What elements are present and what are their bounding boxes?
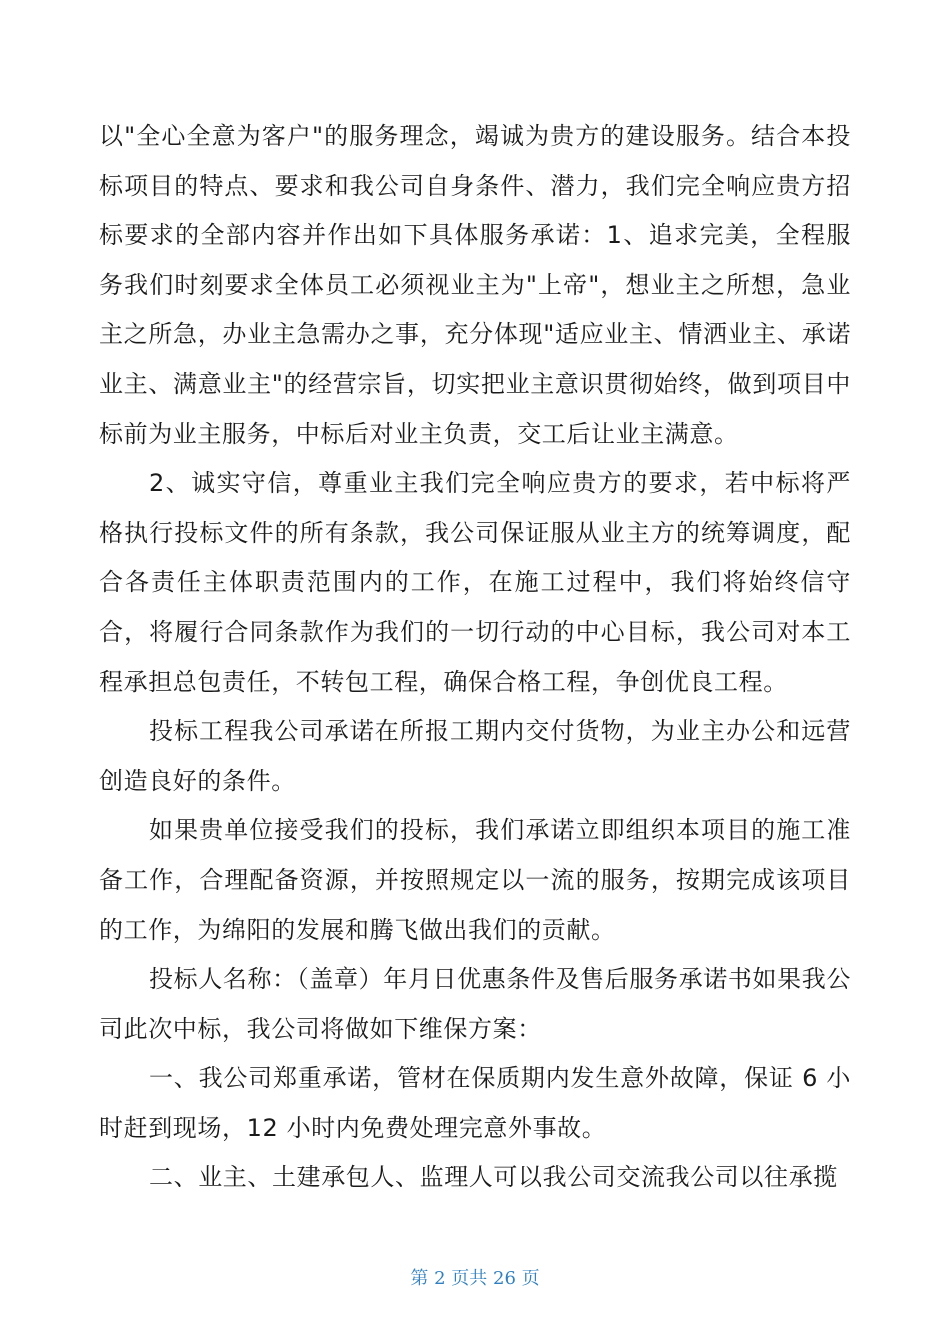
paragraph-3: 投标工程我公司承诺在所报工期内交付货物，为业主办公和远营创造良好的条件。: [99, 717, 851, 795]
paragraph-7: 二、业主、土建承包人、监理人可以我公司交流我公司以往承揽: [149, 1163, 838, 1192]
paragraph-1: 以"全心全意为客户"的服务理念，竭诚为贵方的建设服务。结合本投标项目的特点、要求和我公司自身条件、潜力，我们完全响应贵方招标要求的全部内容并作出如下具体服务承诺：1、追求完美，全程服务我们时刻要求全体员工必须视业主为"上帝"，想业主之所想，急业主之所急，办业主急需办之事，充分体现"适应业主、情洒业主、承诺业主、满意业主"的经营宗旨，切实把业主意识贯彻始终，做到项目中标前为业主服务，中标后对业主负责，交工后让业主满意。: [99, 122, 851, 448]
paragraph-5: 投标人名称：（盖章）年月日优惠条件及售后服务承诺书如果我公司此次中标，我公司将做如下维保方案：: [99, 965, 851, 1043]
paragraph-2: 2、诚实守信，尊重业主我们完全响应贵方的要求，若中标将严格执行投标文件的所有条款，我公司保证服从业主方的统筹调度，配合各责任主体职责范围内的工作，在施工过程中，我们将始终信守合，将履行合同条款作为我们的一切行动的中心目标，我公司对本工程承担总包责任，不转包工程，确保合格工程，争创优良工程。: [99, 469, 851, 696]
paragraph-4: 如果贵单位接受我们的投标，我们承诺立即组织本项目的施工准备工作，合理配备资源，并按照规定以一流的服务，按期完成该项目的工作，为绵阳的发展和腾飞做出我们的贡献。: [99, 816, 851, 944]
page-number-footer: 第 2 页共 26 页: [410, 1268, 540, 1289]
paragraph-6: 一、我公司郑重承诺，管材在保质期内发生意外故障，保证 6 小时赶到现场，12 小时内免费处理完意外事故。: [99, 1064, 851, 1142]
document-body: [99, 112, 851, 1203]
